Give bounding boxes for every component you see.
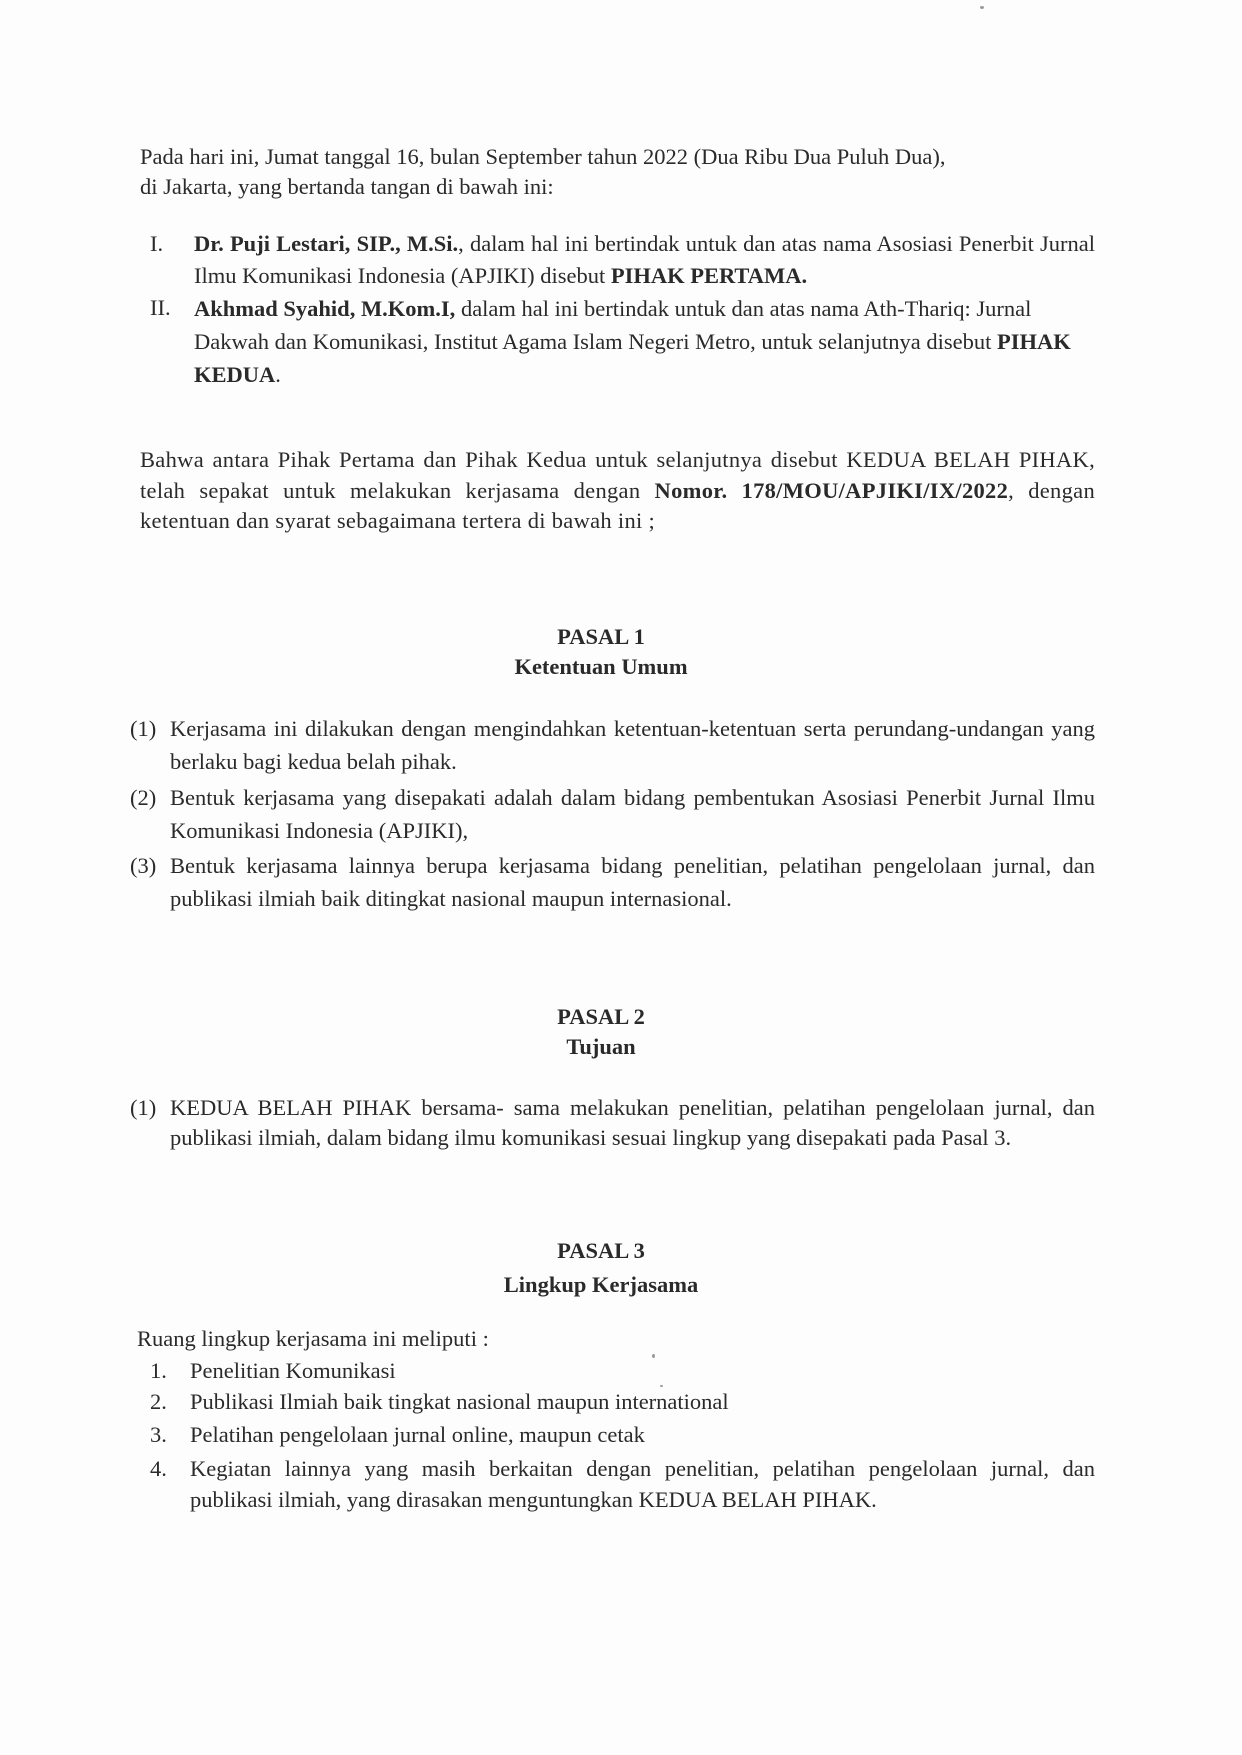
intro-line-1: Pada hari ini, Jumat tanggal 16, bulan September tahun 2022 (Dua Ribu Dua Puluh Dua),: [140, 144, 946, 169]
pasal-3-item: [150, 1419, 1095, 1450]
item-number: 2.: [150, 1389, 167, 1414]
party-second: [150, 292, 1095, 391]
pasal-3-item: [150, 1386, 1095, 1417]
pasal-1-subtitle: Ketentuan Umum: [514, 654, 688, 679]
item-number: 1.: [150, 1358, 167, 1383]
pasal-3-title: PASAL 3: [557, 1238, 645, 1263]
party-suffix: .: [275, 362, 281, 387]
party-number: I.: [150, 231, 164, 256]
item-text: Penelitian Komunikasi: [190, 1358, 396, 1383]
party-role: PIHAK PERTAMA.: [610, 263, 808, 288]
item-number: 3.: [150, 1422, 167, 1447]
clause-text: Kerjasama ini dilakukan dengan mengindahkan ketentuan-ketentuan serta perundang-undangan yang berlaku bagi kedua belah pihak.: [170, 716, 1095, 774]
party-number: II.: [150, 295, 171, 320]
pasal-2-title: PASAL 2: [557, 1004, 645, 1029]
party-description: , dalam hal ini bertindak untuk dan atas nama Asosiasi Penerbit Jurnal Ilmu Komunikasi Indonesia (APJIKI) disebut: [194, 231, 1095, 288]
pasal-1-clause: [130, 781, 1095, 847]
item-number: 4.: [150, 1456, 167, 1481]
clause-number: (1): [130, 716, 157, 741]
clause-text: Bentuk kerjasama yang disepakati adalah dalam bidang pembentukan Asosiasi Penerbit Jurnal Ilmu Komunikasi Indonesia (APJIKI),: [170, 785, 1095, 843]
agreement-text-end: , dengan ketentuan dan syarat sebagaimana tertera di bawah ini ;: [140, 477, 1095, 533]
pasal-3-item: [150, 1355, 1095, 1386]
clause-number: (1): [130, 1095, 157, 1120]
party-name: Akhmad Syahid, M.Kom.I,: [194, 296, 456, 321]
pasal-3-subtitle: Lingkup Kerjasama: [503, 1272, 699, 1297]
agreement-number: Nomor. 178/MOU/APJIKI/IX/2022: [654, 477, 1009, 503]
party-first: [150, 228, 1095, 292]
item-text: Publikasi Ilmiah baik tingkat nasional maupun international: [190, 1389, 729, 1414]
item-text: Pelatihan pengelolaan jurnal online, maupun cetak: [190, 1422, 645, 1447]
pasal-1-clause: [130, 712, 1095, 778]
scan-speck: [980, 6, 984, 9]
party-text: [194, 228, 1095, 292]
pasal-2-clause: [130, 1093, 1095, 1153]
clause-number: (2): [130, 785, 157, 810]
party-description: dalam hal ini bertindak untuk dan atas nama Ath-Thariq: Jurnal Dakwah dan Komunikasi, Institut Agama Islam Negeri Metro, untuk selanjutnya disebut: [194, 296, 1032, 354]
clause-number: (3): [130, 853, 157, 878]
party-role: PIHAK KEDUA: [194, 329, 1071, 387]
pasal-3-item: [150, 1453, 1095, 1515]
clause-text: KEDUA BELAH PIHAK bersama- sama melakukan penelitian, pelatihan pengelolaan jurnal, dan publikasi ilmiah, dalam bidang ilmu komunikasi sesuai lingkup yang disepakati pada Pasal 3.: [170, 1095, 1095, 1150]
party-text: [194, 292, 1095, 391]
pasal-2-subtitle: Tujuan: [566, 1034, 636, 1059]
pasal-1-title: PASAL 1: [557, 624, 645, 649]
party-name: Dr. Puji Lestari, SIP., M.Si.: [194, 231, 459, 256]
pasal-3-lead: Ruang lingkup kerjasama ini meliputi :: [137, 1326, 489, 1351]
intro-line-2: di Jakarta, yang bertanda tangan di bawah ini:: [140, 174, 554, 199]
agreement-text: Bahwa antara Pihak Pertama dan Pihak Kedua untuk selanjutnya disebut KEDUA BELAH PIHAK, telah sepakat untuk melakukan kerjasama dengan: [140, 447, 1095, 503]
item-text: Kegiatan lainnya yang masih berkaitan dengan penelitian, pelatihan pengelolaan jurnal, dan publikasi ilmiah, yang dirasakan menguntungkan KEDUA BELAH PIHAK.: [190, 1456, 1095, 1512]
agreement-paragraph: [140, 445, 1095, 537]
intro-paragraph: [140, 142, 1095, 202]
pasal-1-clause: [130, 849, 1095, 915]
clause-text: Bentuk kerjasama lainnya berupa kerjasama bidang penelitian, pelatihan pengelolaan jurnal, dan publikasi ilmiah baik ditingkat nasional maupun internasional.: [170, 853, 1095, 911]
